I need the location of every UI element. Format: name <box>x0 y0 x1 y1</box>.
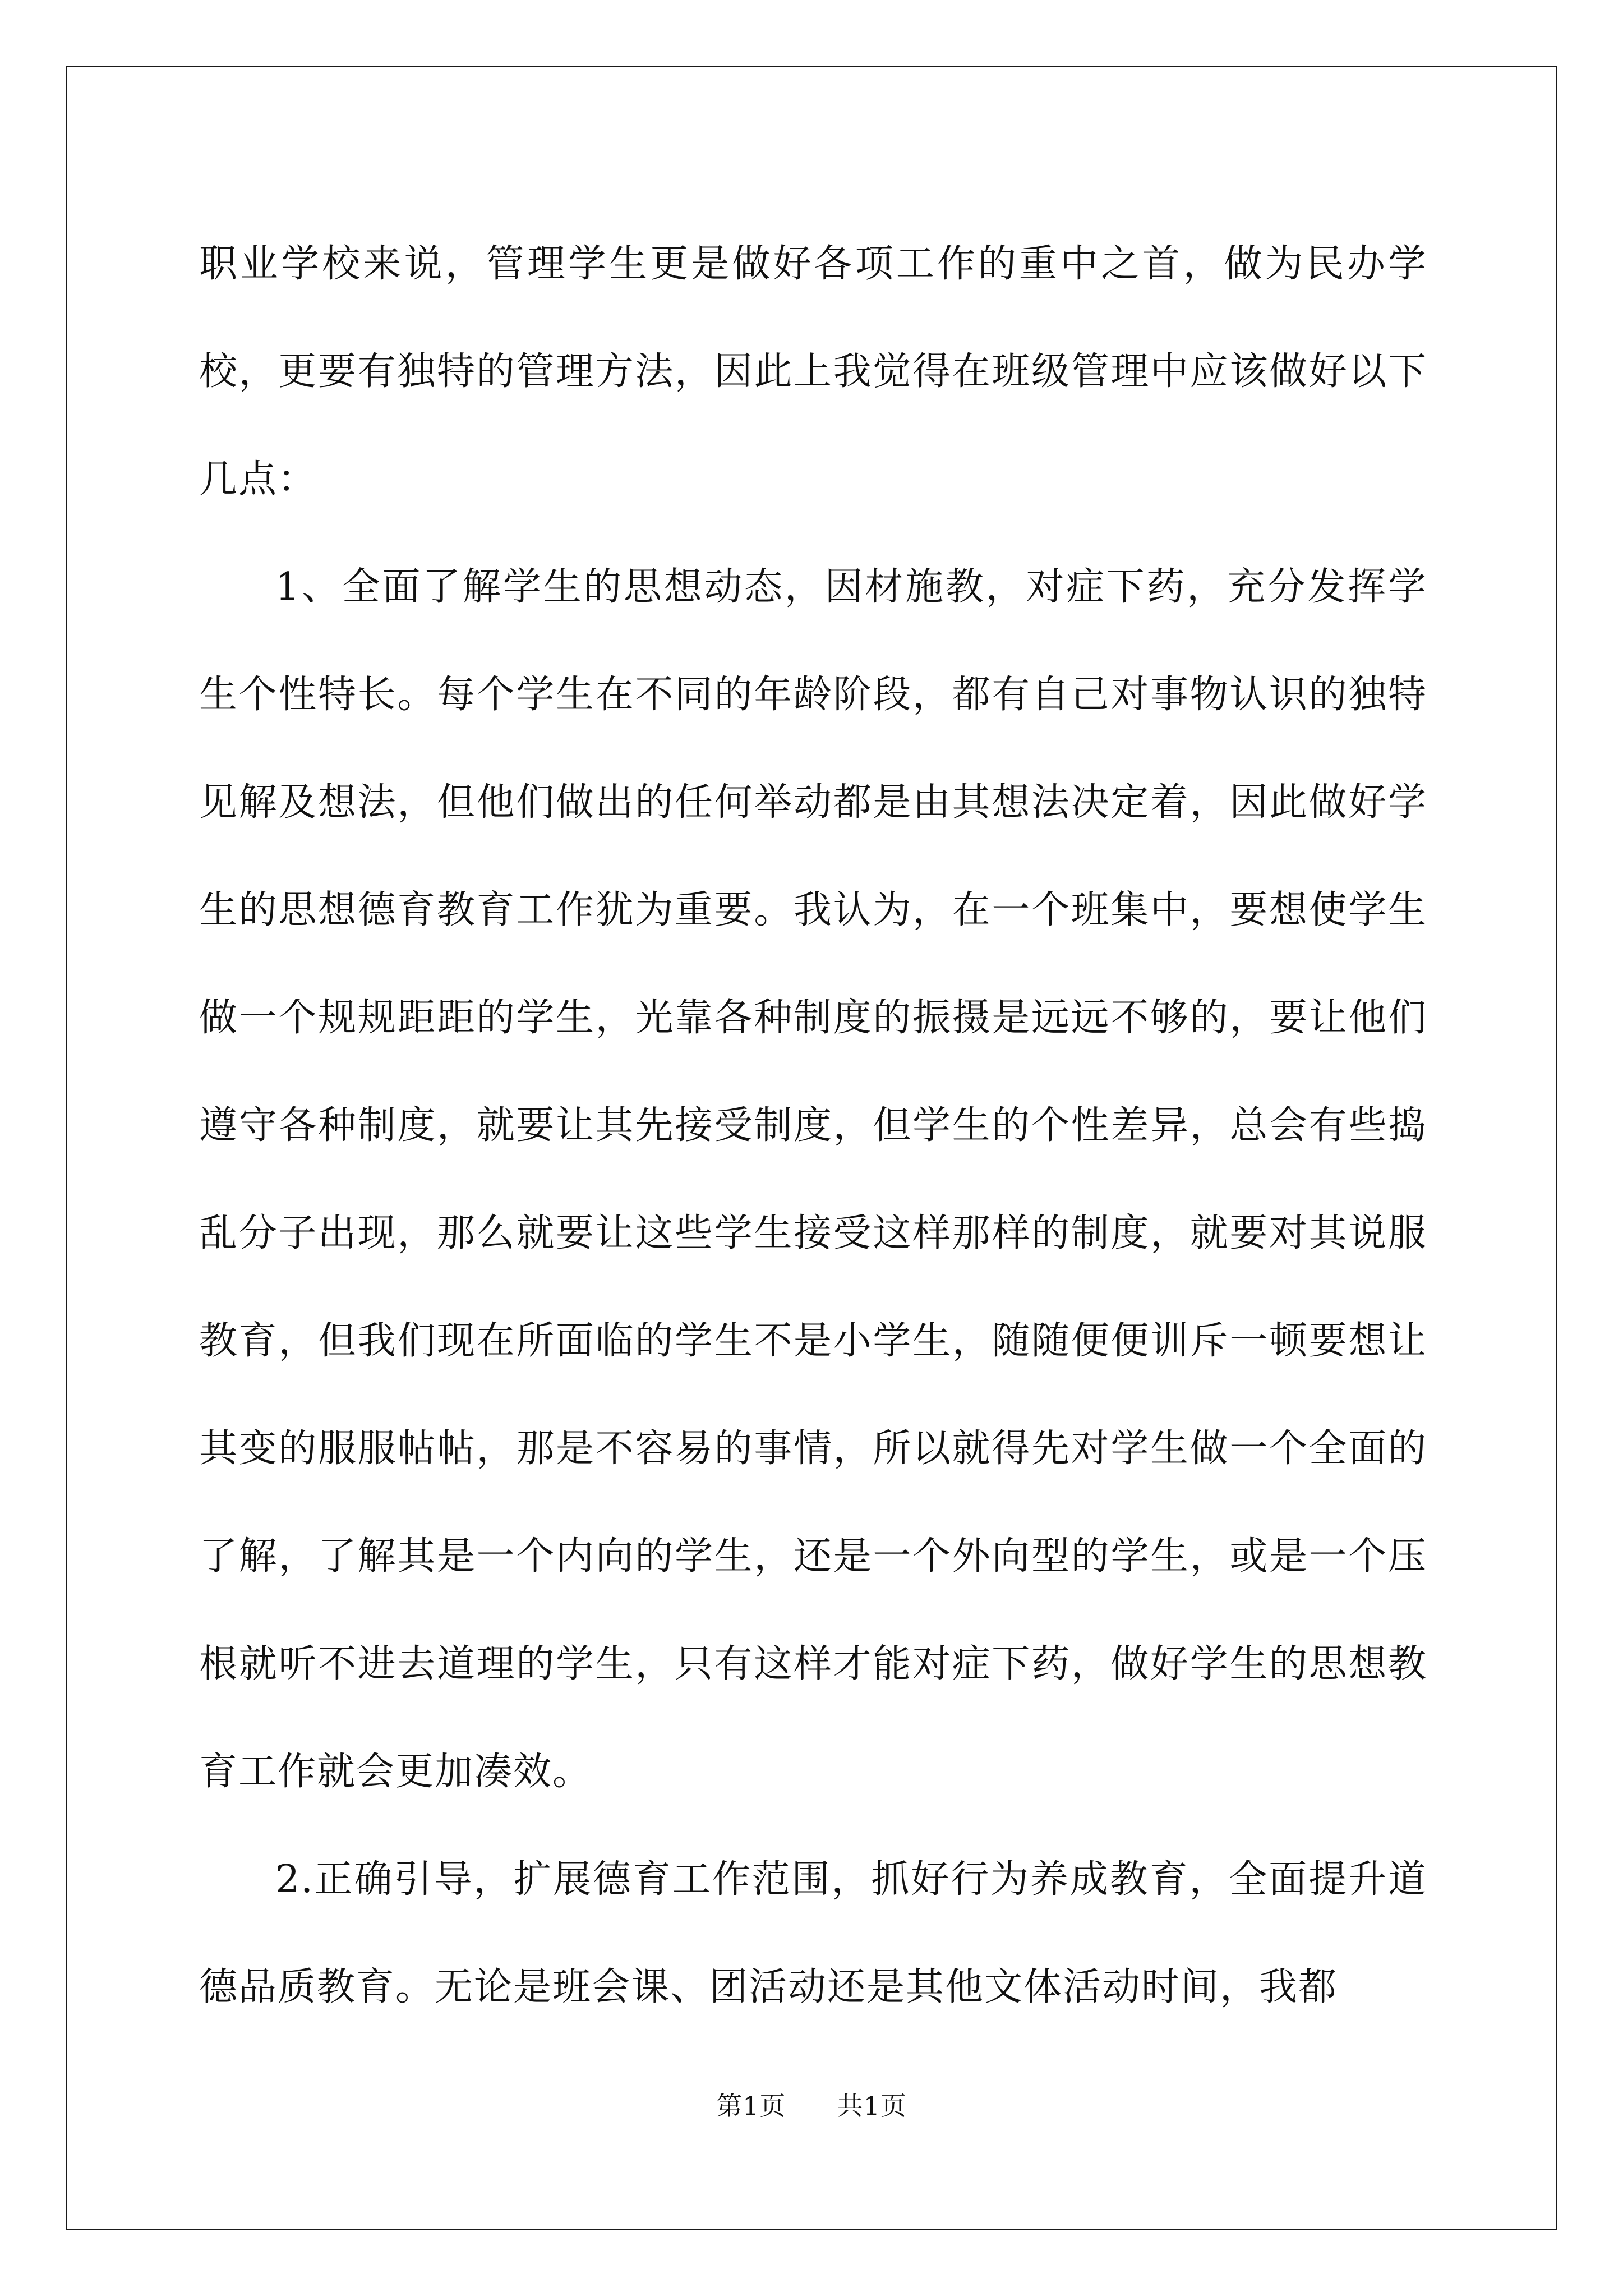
page-number: 第1页 <box>716 2091 786 2121</box>
document-body <box>199 210 1427 2041</box>
paragraph-3: 2.正确引导，扩展德育工作范围，抓好行为养成教育，全面提升道德品质教育。无论是班会课、团活动还是其他文体活动时间，我都 <box>199 1857 1427 2009</box>
paragraph-1: 职业学校来说，管理学生更是做好各项工作的重中之首，做为民办学校，更要有独特的管理方法，因此上我觉得在班级管理中应该做好以下几点： <box>199 242 1427 501</box>
paragraph-2: 1、全面了解学生的思想动态，因材施教，对症下药，充分发挥学生个性特长。每个学生在不同的年龄阶段，都有自己对事物认识的独特见解及想法，但他们做出的任何举动都是由其想法决定着，因此做好学生的思想德育教育工作犹为重要。我认为，在一个班集中，要想使学生做一个规规距距的学生，光靠各种制度的振摄是远远不够的，要让他们遵守各种制度，就要让其先接受制度，但学生的个性差异，总会有些捣乱分子出现，那么就要让这些学生接受这样那样的制度，就要对其说服教育，但我们现在所面临的学生不是小学生，随随便便训斥一顿要想让其变的服服帖帖，那是不容易的事情，所以就得先对学生做一个全面的了解，了解其是一个内向的学生，还是一个外向型的学生，或是一个压根就听不进去道理的学生，只有这样才能对症下药，做好学生的思想教育工作就会更加凑效。 <box>199 565 1427 1794</box>
page-total: 共1页 <box>837 2091 907 2121</box>
page-footer <box>0 2086 1623 2123</box>
